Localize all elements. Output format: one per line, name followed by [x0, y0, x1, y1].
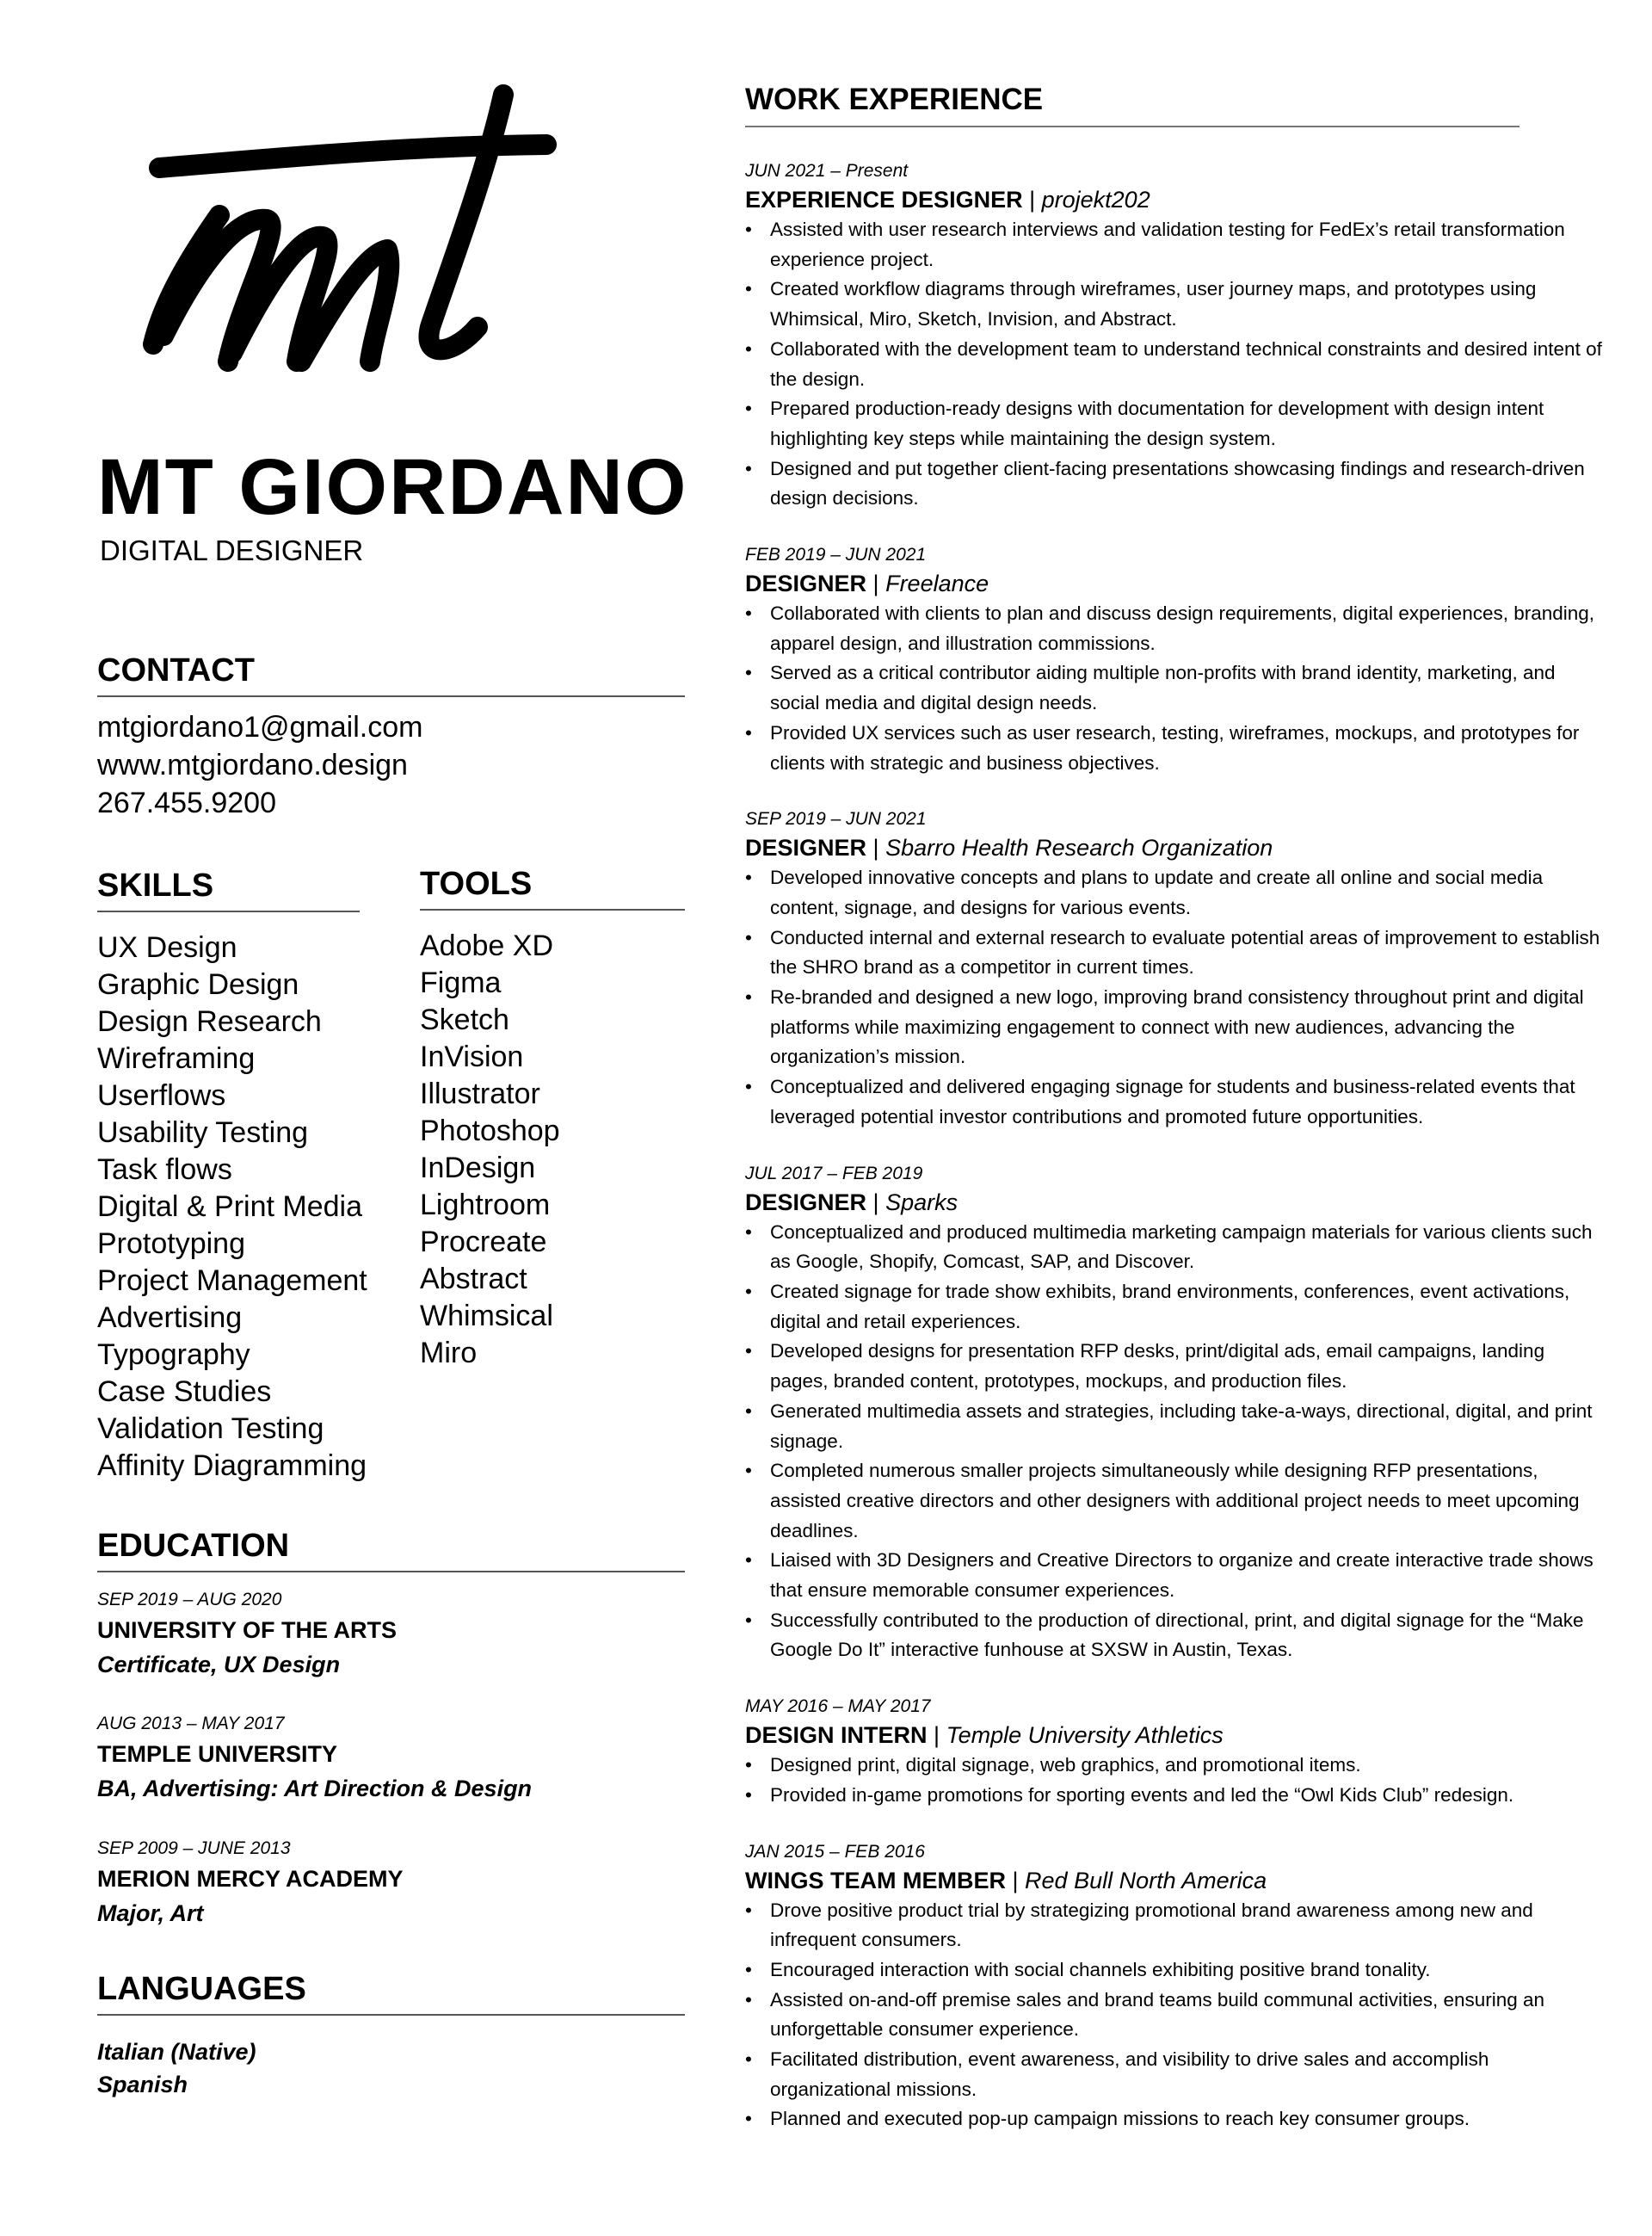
job-bullet	[745, 2045, 1606, 2104]
education-entry	[97, 1714, 685, 1801]
education-degree: Major, Art	[97, 1900, 204, 1926]
job-bullet	[745, 923, 1606, 983]
tools-heading: TOOLS	[420, 868, 685, 911]
job-dates: JAN 2015 – FEB 2016	[745, 1841, 925, 1862]
job-bullet	[745, 454, 1606, 514]
job-bullet	[745, 394, 1606, 454]
job-separator: |	[872, 835, 879, 862]
job-bullets	[745, 863, 1606, 1132]
job-role: DESIGNER	[745, 835, 867, 862]
bullet-icon: •	[745, 398, 752, 420]
job-bullet	[745, 1781, 1606, 1811]
job-role: WINGS TEAM MEMBER	[745, 1867, 1006, 1893]
job-dates: JUL 2017 – FEB 2019	[745, 1163, 923, 1183]
job-separator: |	[872, 571, 879, 597]
tool-item: Figma	[420, 967, 502, 999]
job-heading	[745, 1720, 1606, 1751]
job-bullet-text: Designed and put together client-facing presentations showcasing findings and research-driven design decisions.	[770, 457, 1585, 510]
job-entry	[745, 1839, 1606, 2135]
job-bullet-text: Conducted internal and external research to evaluate potential areas of improvement to establish the SHRO brand as a competitor in current times.	[770, 926, 1600, 979]
job-entry	[745, 158, 1606, 514]
job-bullet-text: Prepared production-ready designs with documentation for development with design intent highlighting key steps while maintaining the design system.	[770, 398, 1544, 449]
bullet-icon: •	[745, 721, 752, 744]
job-organization: Red Bull North America	[1025, 1867, 1267, 1893]
bullet-icon: •	[745, 986, 752, 1009]
education-school: MERION MERCY ACADEMY	[97, 1866, 404, 1892]
job-bullet-text: Provided UX services such as user research, testing, wireframes, mockups, and prototypes for clients with strategic and business objectives.	[770, 721, 1580, 774]
job-bullets	[745, 215, 1606, 514]
skills-list	[97, 930, 367, 1485]
job-role: DESIGNER	[745, 571, 867, 597]
tool-item: Sketch	[420, 1004, 509, 1036]
job-bullet	[745, 275, 1606, 334]
job-bullet-text: Provided in-game promotions for sporting events and led the “Owl Kids Club” redesign.	[770, 1783, 1514, 1806]
job-bullet	[745, 215, 1606, 275]
job-separator: |	[1029, 187, 1036, 213]
job-bullet-text: Served as a critical contributor aiding multiple non-profits with brand identity, marketing, and social media and digital design needs.	[770, 662, 1556, 714]
work-experience-heading: WORK EXPERIENCE	[745, 84, 1519, 127]
job-bullet	[745, 1606, 1606, 1665]
languages-heading: LANGUAGES	[97, 1973, 685, 2016]
job-bullet-text: Drove positive product trial by strategizing promotional brand awareness among new and infrequent consumers.	[770, 1899, 1533, 1951]
logo-text: mt	[138, 77, 139, 78]
tool-item: InVision	[420, 1041, 524, 1073]
education-dates: AUG 2013 – MAY 2017	[97, 1714, 285, 1733]
tool-item: Lightroom	[420, 1189, 551, 1221]
bullet-icon: •	[745, 337, 752, 360]
bullet-icon: •	[745, 602, 752, 625]
bullet-icon: •	[745, 1076, 752, 1098]
job-separator: |	[872, 1189, 879, 1215]
bullet-icon: •	[745, 1754, 752, 1776]
skill-item: Graphic Design	[97, 968, 299, 1001]
job-organization: Sparks	[885, 1189, 959, 1215]
job-dates: MAY 2016 – MAY 2017	[745, 1696, 931, 1717]
education-school: TEMPLE UNIVERSITY	[97, 1741, 338, 1767]
job-bullet	[745, 1337, 1606, 1396]
job-bullet-text: Conceptualized and produced multimedia marketing campaign materials for various clients such as Google, Shopify, Comcast, SAP, and Discover.	[770, 1220, 1593, 1273]
job-bullet	[745, 1277, 1606, 1337]
job-dates: JUN 2021 – Present	[745, 161, 909, 181]
job-heading	[745, 184, 1606, 215]
skill-item: Case Studies	[97, 1375, 272, 1408]
bullet-icon: •	[745, 1280, 752, 1302]
bullet-icon: •	[745, 1549, 752, 1572]
job-separator: |	[1012, 1867, 1019, 1893]
job-title: DIGITAL DESIGNER	[100, 534, 364, 566]
bullet-icon: •	[745, 1399, 752, 1422]
job-organization: projekt202	[1041, 187, 1150, 213]
job-bullet-text: Collaborated with clients to plan and discuss design requirements, digital experiences, branding, apparel design, and illustration commissions.	[770, 602, 1595, 654]
language-item: Italian (Native)	[97, 2039, 256, 2065]
tool-item: Abstract	[420, 1263, 527, 1295]
job-entry	[745, 806, 1606, 1132]
bullet-icon: •	[745, 1958, 752, 1980]
bullet-icon: •	[745, 278, 752, 300]
skill-item: Userflows	[97, 1079, 226, 1112]
education-entry	[97, 1591, 685, 1677]
name-heading: MT GIORDANO	[97, 443, 688, 531]
bullet-icon: •	[745, 1220, 752, 1243]
job-bullet-text: Conceptualized and delivered engaging signage for students and business-related events that leveraged potential investor contributions and promoted future opportunities.	[770, 1076, 1575, 1127]
bullet-icon: •	[745, 1899, 752, 1921]
job-bullet	[745, 2104, 1606, 2134]
job-separator: |	[934, 1722, 940, 1749]
job-bullet	[745, 1751, 1606, 1781]
mt-signature-logo	[138, 77, 585, 387]
contact-email[interactable]: mtgiordano1@gmail.com	[97, 711, 423, 744]
job-bullet	[745, 1955, 1606, 1986]
job-bullet-text: Liaised with 3D Designers and Creative Directors to organize and create interactive trade shows that ensure memorable consumer experiences.	[770, 1549, 1593, 1602]
tool-item: Whimsical	[420, 1300, 553, 1332]
job-bullet	[745, 863, 1606, 923]
contact-website[interactable]: www.mtgiordano.design	[97, 749, 408, 781]
job-bullet	[745, 983, 1606, 1072]
job-bullet-text: Re-branded and designed a new logo, improving brand consistency throughout print and digital platforms while maximizing engagement to connect with new audiences, advancing the organization’s mission.	[770, 986, 1584, 1068]
bullet-icon: •	[745, 1460, 752, 1482]
tool-item: Procreate	[420, 1226, 547, 1258]
job-role: DESIGN INTERN	[745, 1722, 928, 1749]
job-bullets	[745, 1218, 1606, 1666]
job-entry	[745, 542, 1606, 778]
skill-item: Affinity Diagramming	[97, 1449, 367, 1482]
job-bullet	[745, 1397, 1606, 1456]
skill-item: Usability Testing	[97, 1116, 309, 1149]
job-heading	[745, 1187, 1606, 1218]
job-bullet-text: Planned and executed pop-up campaign missions to reach key consumer groups.	[770, 2108, 1470, 2130]
job-bullet	[745, 335, 1606, 394]
job-role: DESIGNER	[745, 1189, 867, 1215]
job-bullet-text: Generated multimedia assets and strategies, including take-a-ways, directional, digital, and print signage.	[770, 1399, 1593, 1452]
education-degree: BA, Advertising: Art Direction & Design	[97, 1776, 533, 1801]
job-bullet	[745, 1546, 1606, 1605]
tool-item: InDesign	[420, 1152, 536, 1184]
job-bullet	[745, 1896, 1606, 1955]
tool-item: Miro	[420, 1337, 478, 1369]
education-dates: SEP 2019 – AUG 2020	[97, 1590, 282, 1609]
education-degree: Certificate, UX Design	[97, 1652, 341, 1677]
skill-item: Validation Testing	[97, 1412, 324, 1445]
bullet-icon: •	[745, 2108, 752, 2130]
job-bullet-text: Assisted on-and-off premise sales and brand teams build communal activities, ensuring an unforgettable consumer experience.	[770, 1988, 1545, 2041]
job-heading	[745, 568, 1606, 599]
job-organization: Sbarro Health Research Organization	[885, 835, 1273, 862]
job-bullet-text: Created workflow diagrams through wireframes, user journey maps, and prototypes using Whimsical, Miro, Sketch, Invision, and Abstract.	[770, 278, 1537, 330]
bullet-icon: •	[745, 1609, 752, 1631]
job-bullet	[745, 1456, 1606, 1546]
job-bullet-text: Successfully contributed to the production of directional, print, and digital signage for the “Make Google Do It” interactive funhouse at SXSW in Austin, Texas.	[770, 1609, 1584, 1661]
skill-item: Typography	[97, 1338, 250, 1371]
job-role: EXPERIENCE DESIGNER	[745, 187, 1023, 213]
bullet-icon: •	[745, 219, 752, 240]
skill-item: Advertising	[97, 1301, 243, 1334]
skill-item: Wireframing	[97, 1042, 256, 1075]
bullet-icon: •	[745, 2048, 752, 2071]
bullet-icon: •	[745, 1340, 752, 1362]
skill-item: Prototyping	[97, 1227, 245, 1260]
job-bullets	[745, 599, 1606, 778]
education-dates: SEP 2009 – JUNE 2013	[97, 1838, 291, 1858]
job-organization: Freelance	[885, 571, 989, 597]
job-bullet-text: Completed numerous smaller projects simultaneously while designing RFP presentations, assisted creative directors and other designers with additional project needs to meet upcoming deadlines.	[770, 1460, 1580, 1541]
education-heading: EDUCATION	[97, 1529, 685, 1572]
skill-item: UX Design	[97, 931, 237, 964]
job-bullet-text: Designed print, digital signage, web graphics, and promotional items.	[770, 1754, 1361, 1776]
bullet-icon: •	[745, 926, 752, 948]
job-bullet-text: Assisted with user research interviews and validation testing for FedEx’s retail transformation experience project.	[770, 219, 1565, 270]
bullet-icon: •	[745, 662, 752, 684]
contact-phone[interactable]: 267.455.9200	[97, 787, 276, 819]
job-bullet	[745, 1218, 1606, 1277]
job-bullet-text: Developed designs for presentation RFP desks, print/digital ads, email campaigns, landing pages, branded content, prototypes, mockups, and production files.	[770, 1340, 1545, 1393]
job-bullet-text: Encouraged interaction with social channels exhibiting positive brand tonality.	[770, 1958, 1431, 1980]
skill-item: Project Management	[97, 1264, 367, 1297]
contact-heading: CONTACT	[97, 654, 685, 697]
contact-list	[97, 708, 422, 822]
education-entry	[97, 1839, 685, 1925]
job-organization: Temple University Athletics	[946, 1722, 1224, 1749]
job-heading	[745, 1865, 1606, 1896]
tools-list	[420, 928, 560, 1372]
tool-item: Adobe XD	[420, 930, 553, 962]
job-bullet	[745, 1072, 1606, 1132]
languages-list	[97, 2035, 256, 2101]
job-dates: FEB 2019 – JUN 2021	[745, 545, 927, 565]
job-entry	[745, 1694, 1606, 1810]
job-bullet-text: Facilitated distribution, event awareness, and visibility to drive sales and accomplish organizational missions.	[770, 2048, 1489, 2100]
job-entry	[745, 1161, 1606, 1666]
bullet-icon: •	[745, 457, 752, 479]
language-item: Spanish	[97, 2072, 188, 2097]
job-bullet	[745, 599, 1606, 658]
education-school: UNIVERSITY OF THE ARTS	[97, 1617, 398, 1643]
tool-item: Illustrator	[420, 1078, 540, 1110]
job-bullet	[745, 719, 1606, 778]
job-bullets	[745, 1896, 1606, 2135]
skill-item: Design Research	[97, 1005, 322, 1038]
work-experience-list	[745, 158, 1606, 2163]
bullet-icon: •	[745, 1783, 752, 1806]
job-bullet-text: Developed innovative concepts and plans to update and create all online and social media content, signage, and designs for various events.	[770, 867, 1544, 918]
tool-item: Photoshop	[420, 1115, 560, 1147]
job-bullet	[745, 658, 1606, 718]
job-dates: SEP 2019 – JUN 2021	[745, 809, 927, 830]
job-bullet-text: Collaborated with the development team to understand technical constraints and desired intent of the design.	[770, 337, 1602, 390]
skill-item: Digital & Print Media	[97, 1190, 363, 1223]
job-bullet	[745, 1986, 1606, 2045]
bullet-icon: •	[745, 867, 752, 889]
job-bullet-text: Created signage for trade show exhibits, brand environments, conferences, event activations, digital and retail experiences.	[770, 1280, 1570, 1332]
job-bullets	[745, 1751, 1606, 1810]
bullet-icon: •	[745, 1988, 752, 2011]
job-heading	[745, 832, 1606, 863]
skills-heading: SKILLS	[97, 869, 360, 912]
skill-item: Task flows	[97, 1153, 232, 1186]
